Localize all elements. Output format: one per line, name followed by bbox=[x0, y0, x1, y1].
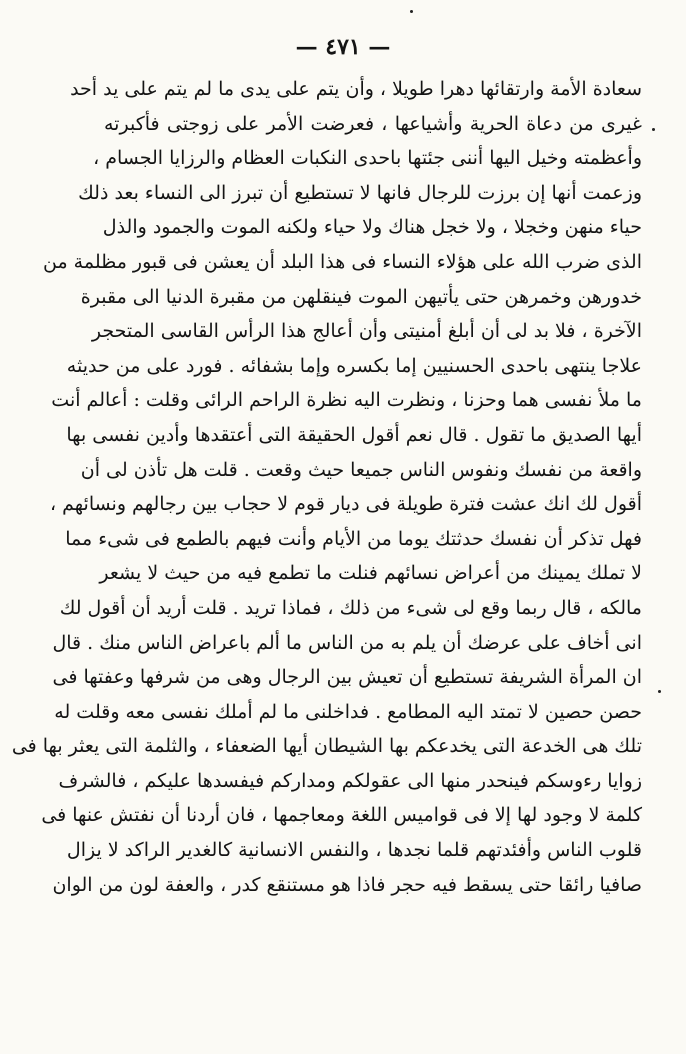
text-line: واقعة من نفسك ونفوس الناس جميعا حيث وقعت . قلت هل تأذن لى أن bbox=[80, 458, 642, 481]
text-line: علاجا ينتهى باحدى الحسنيين إما بكسره وإما بشفائه . فورد على من حديثه bbox=[66, 354, 642, 377]
text-line: ان المرأة الشريفة تستطيع أن تعيش بين الرجال وهى من شرفها وعفتها فى bbox=[52, 666, 642, 689]
text-line: انى أخاف على عرضك أن يلم به من الناس ما ألم باعراض الناس منك . قال bbox=[52, 631, 642, 654]
text-line: فهل تذكر أن نفسك حدثتك يوما من الأيام وأنت فيهم بالطمع فى شىء مما bbox=[65, 527, 642, 550]
text-line: وأعظمته وخيل اليها أننى جئتها باحدى النكبات العظام والرزايا الجسام ، bbox=[93, 147, 642, 170]
page-number: — ٤٧١ — bbox=[295, 34, 391, 60]
body-text bbox=[11, 72, 642, 902]
text-line: لا تملك يمينك من أعراض نسائهم فنلت ما تطمع فيه من حيث لا يشعر bbox=[99, 562, 642, 585]
text-line: أيها الصديق ما تقول . قال نعم أقول الحقيقة التى أعتقدها وأدين نفسى بها bbox=[66, 423, 642, 446]
scan-speck bbox=[410, 10, 413, 13]
text-line: زوايا رءوسكم فينحدر منها الى عقولكم ومداركم فيفسدها عليكم ، فالشرف bbox=[58, 769, 642, 792]
text-line: خدورهن وخمرهن حتى يأتيهن الموت فينقلهن من مقبرة الدنيا الى مقبرة bbox=[80, 285, 642, 308]
text-line: الذى ضرب الله على هؤلاء النساء فى هذا البلد أن يعشن فى قبور مظلمة من bbox=[42, 250, 642, 273]
text-line: قلوب الناس وأفئدتهم قلما نجدها ، والنفس الانسانية كالغدير الراكد لا يزال bbox=[66, 839, 642, 862]
text-line: غيرى من دعاة الحرية وأشياعها ، فعرضت الأمر على زوجتى فأكبرته bbox=[104, 112, 642, 135]
text-line: صافيا رائقا حتى يسقط فيه حجر فاذا هو مستنقع كدر ، والعفة لون من الوان bbox=[52, 873, 642, 896]
text-line: ما ملأ نفسى هما وحزنا ، ونظرت اليه نظرة الراحم الرائى وقلت : أعالم أنت bbox=[51, 389, 642, 412]
text-line: حياء منهن وخجلا ، ولا خجل هناك ولا حياء ولكنه الموت والجمود والذل bbox=[102, 216, 642, 239]
text-line: أقول لك انك عشت فترة طويلة فى ديار قوم لا حجاب بين رجالهم ونسائهم ، bbox=[49, 493, 642, 516]
text-line: مالكه ، قال ربما وقع لى شىء من ذلك ، فماذا تريد . قلت أريد أن أقول لك bbox=[59, 596, 642, 619]
text-line: حصن حصين لا تمتد اليه المطامع . فداخلنى ما لم أملك نفسى معه وقلت له bbox=[54, 700, 642, 723]
text-line: وزعمت أنها إن برزت للرجال فانها لا تستطيع أن تبرز الى النساء بعد ذلك bbox=[78, 181, 642, 204]
scan-speck bbox=[658, 690, 661, 693]
scan-speck bbox=[652, 128, 655, 131]
text-line: الآخرة ، فلا بد لى أن أبلغ أمنيتى وأن أعالج هذا الرأس القاسى المتحجر bbox=[91, 320, 642, 343]
text-line: كلمة لا وجود لها إلا فى قواميس اللغة ومعاجمها ، فان أردنا أن نفتش عنها فى bbox=[41, 804, 642, 827]
text-line: سعادة الأمة وارتقائها دهرا طويلا ، وأن يتم على يدى ما لم يتم على يد أحد bbox=[70, 78, 642, 100]
text-line: تلك هى الخدعة التى يخدعكم بها الشيطان أيها الضعفاء ، والثلمة التى يعثر بها فى bbox=[11, 735, 642, 758]
